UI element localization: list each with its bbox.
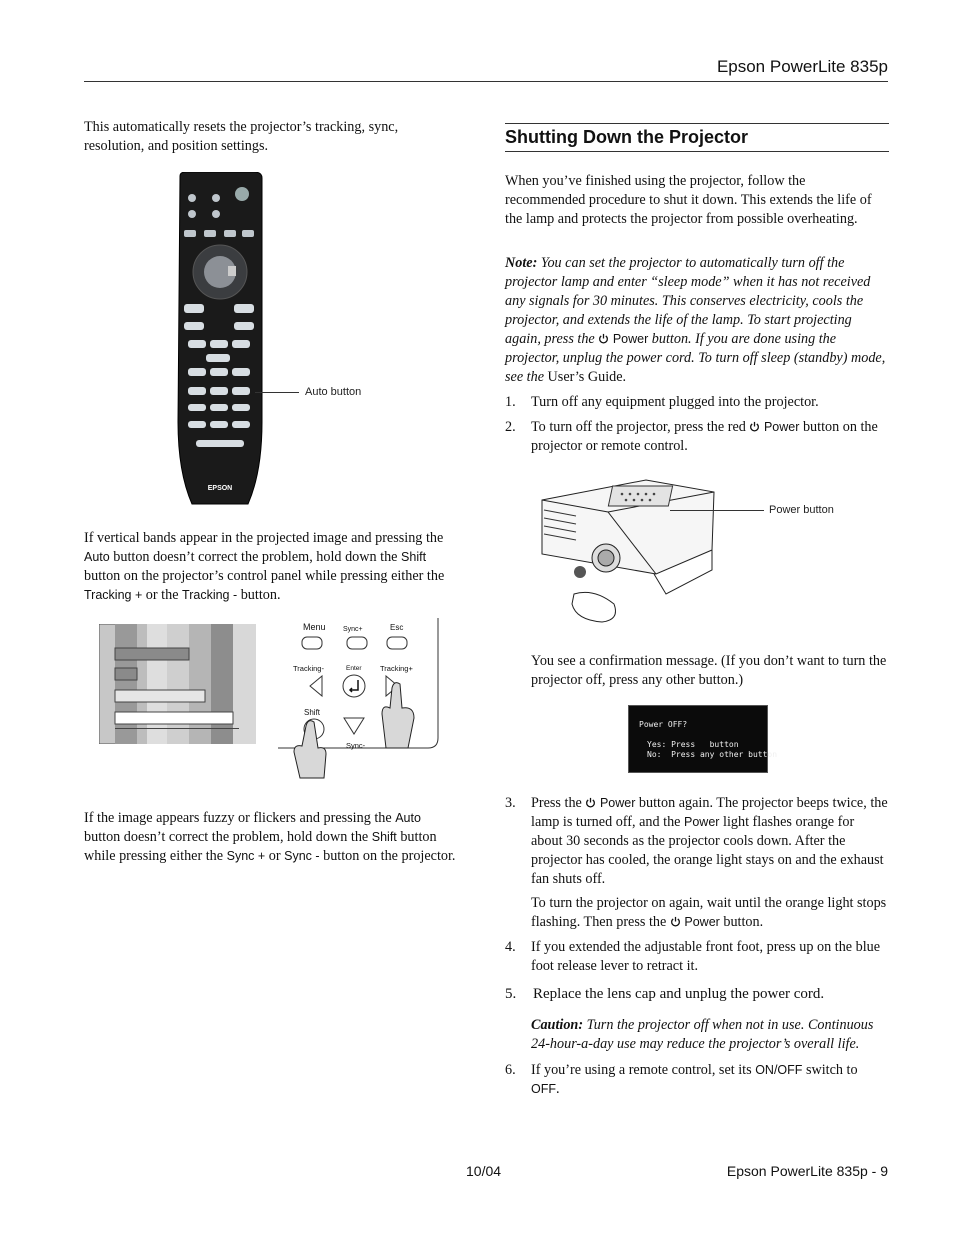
intro-paragraph: This automatically resets the projector’s tracking, sync, resolution, and position settings. bbox=[84, 119, 399, 154]
panel-sync-minus-label: Sync- bbox=[346, 741, 366, 750]
step-4-number: 4. bbox=[505, 939, 516, 955]
panel-shift-label: Shift bbox=[304, 708, 321, 717]
step-3-number: 3. bbox=[505, 795, 516, 811]
panel-tracking-minus-label: Tracking- bbox=[293, 664, 324, 673]
caution-paragraph: Caution: Turn the projector off when not in use. Continuous 24-hour-a-day use may reduce the projector’s overall life. bbox=[531, 1017, 874, 1052]
panel-tracking-plus-label: Tracking+ bbox=[380, 664, 413, 673]
vertical-bands-image bbox=[99, 624, 256, 744]
power-off-dialog-screenshot bbox=[628, 705, 778, 773]
step-3-text: Press the Power button again. The projector beeps twice, the lamp is turned off, and the Power light flashes orange for about 30 seconds as the projector cools down. After the projector has cooled, the orange light stays on and the exhaust fan shuts off. bbox=[531, 795, 888, 887]
osd-yes-line: Yes: Press button bbox=[647, 740, 739, 749]
power-icon bbox=[585, 797, 596, 808]
power-callout-label: Power button bbox=[769, 504, 834, 516]
step-2-number: 2. bbox=[505, 419, 516, 435]
footer-date: 10/04 bbox=[466, 1163, 502, 1179]
panel-esc-label: Esc bbox=[390, 623, 404, 632]
step-2-text: To turn off the projector, press the red Power button on the projector or remote control. bbox=[531, 419, 878, 454]
step-6-number: 6. bbox=[505, 1062, 516, 1078]
auto-callout-line bbox=[255, 392, 299, 393]
step-1-text: Turn off any equipment plugged into the projector. bbox=[531, 394, 819, 410]
auto-callout-label: Auto button bbox=[305, 386, 362, 398]
section-rule-bottom bbox=[505, 151, 889, 152]
note-paragraph: Note: You can set the projector to automatically turn off the projector lamp and enter “sleep mode” when it has not received any signals for 30 minutes. This conserves electricity, cools the projector, and extends the life of the lamp. To start projecting again, press the Power button. If you are done using the projector, unplug the power cord. To turn off sleep (standby) mode, see the User’s Guide. bbox=[505, 255, 886, 385]
panel-menu-label: Menu bbox=[303, 622, 326, 632]
shutdown-intro-paragraph: When you’ve finished using the projector, follow the recommended procedure to shut it down. This extends the life of the lamp and protects the projector from possible overheating. bbox=[505, 173, 872, 227]
power-callout-line bbox=[670, 510, 764, 511]
section-rule-top bbox=[505, 123, 889, 124]
osd-no-line: No: Press any other button bbox=[647, 750, 778, 759]
panel-sync-plus-label: Sync+ bbox=[343, 626, 363, 633]
control-panel-illustration bbox=[278, 618, 443, 783]
fuzzy-image-paragraph: If the image appears fuzzy or flickers and pressing the Auto button doesn’t correct the problem, hold down the Shift button while pressing either the Sync + or Sync - button on the projector. bbox=[84, 810, 456, 864]
section-title: Shutting Down the Projector bbox=[505, 127, 748, 147]
vertical-bands-paragraph: If vertical bands appear in the projected image and pressing the Auto button doesn’t correct the problem, hold down the Shift button on the projector’s control panel while pressing either the Tracking + or the Tracking - button. bbox=[84, 530, 445, 603]
power-icon bbox=[670, 916, 681, 927]
step-1-number: 1. bbox=[505, 394, 516, 410]
remote-control-illustration bbox=[170, 172, 310, 508]
header-rule bbox=[84, 81, 888, 82]
header-title: Epson PowerLite 835p bbox=[716, 57, 888, 76]
step-5-text: Replace the lens cap and unplug the power cord. bbox=[533, 986, 825, 1002]
step-4-text: If you extended the adjustable front foot, press up on the blue foot release lever to retract it. bbox=[531, 939, 881, 974]
remote-brand: EPSON bbox=[207, 485, 233, 492]
step-3-followup: To turn the projector on again, wait until the orange light stops flashing. Then press the Power button. bbox=[531, 895, 887, 930]
power-icon bbox=[598, 333, 609, 344]
power-icon bbox=[749, 421, 760, 432]
confirmation-paragraph: You see a confirmation message. (If you don’t want to turn the projector off, press any other button.) bbox=[531, 653, 887, 688]
projector-illustration bbox=[536, 470, 720, 630]
step-6-text: If you’re using a remote control, set its ON/OFF switch to OFF. bbox=[531, 1062, 858, 1097]
step-5-number: 5. bbox=[505, 986, 517, 1002]
footer-page-number: Epson PowerLite 835p - 9 bbox=[726, 1163, 888, 1179]
osd-title: Power OFF? bbox=[639, 720, 688, 729]
panel-enter-label: Enter bbox=[346, 665, 362, 672]
